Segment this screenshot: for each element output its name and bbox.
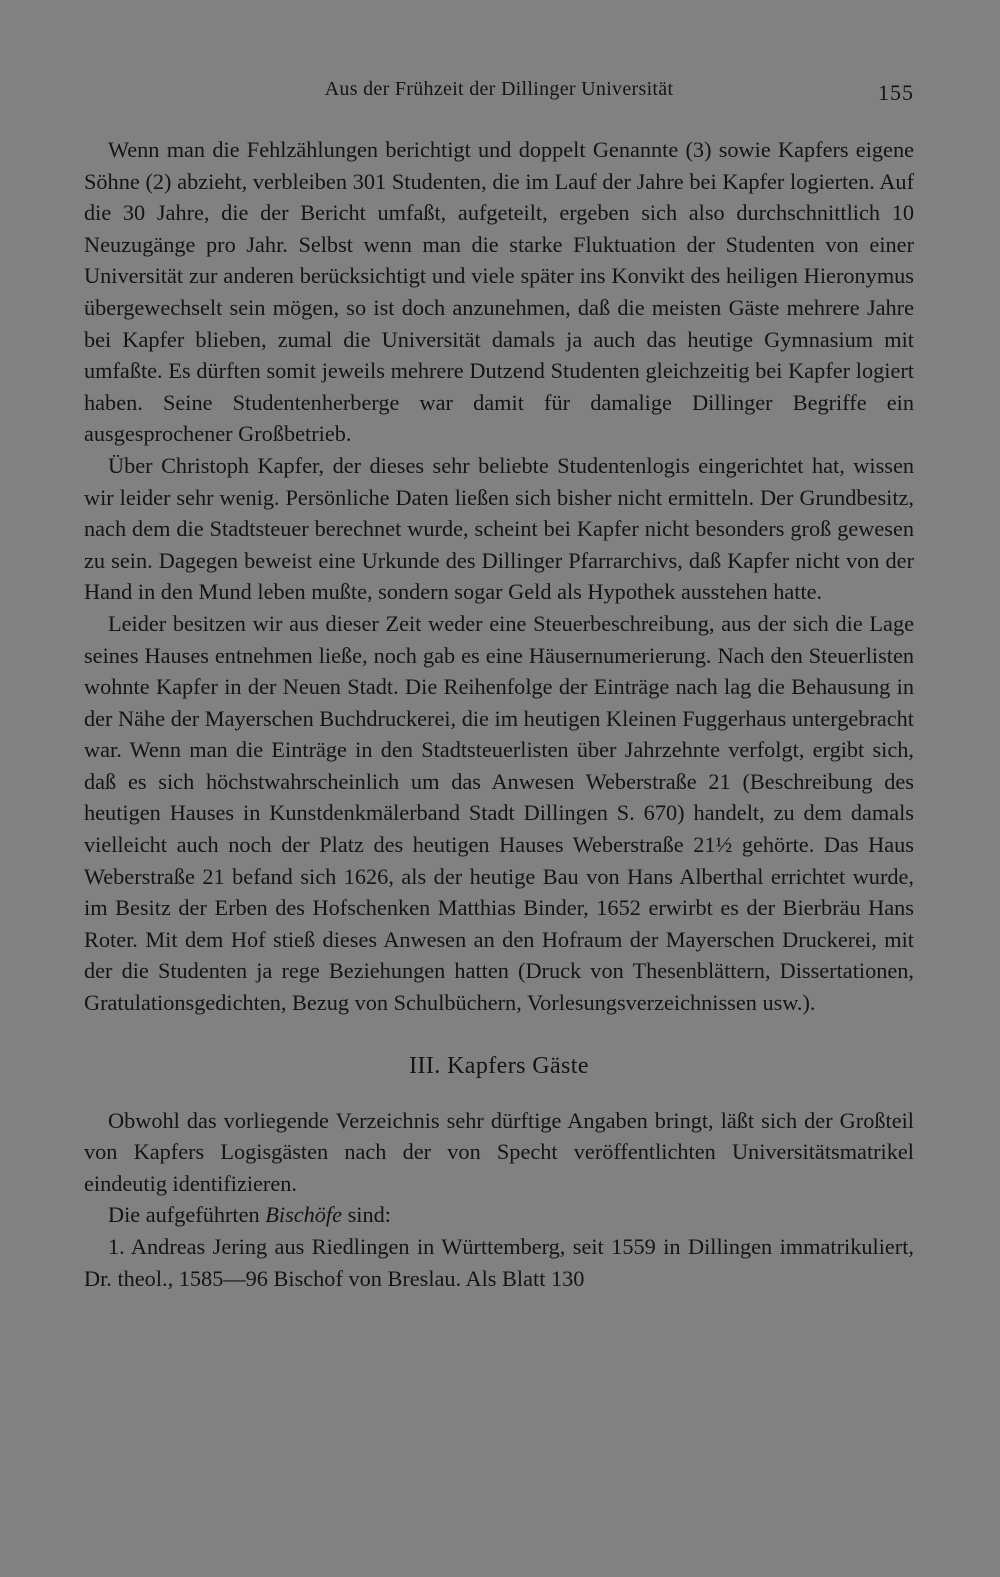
paragraph-christoph-kapfer: Über Christoph Kapfer, der dieses sehr beliebte Studentenlogis eingerichtet hat, wissen wir leider sehr wenig. Persönliche Daten ließen sich bisher nicht ermitteln. Der Grundbesitz, nach dem die Stadtsteuer berechnet wurde, scheint bei Kapfer nicht besonders groß gewesen zu sein. Dagegen beweist eine Urkunde des Dillinger Pfarrarchivs, daß Kapfer nicht von der Hand in den Mund leben mußte, sondern sogar Geld als Hypothek ausstehen hatte. <box>84 452 914 605</box>
bishops-lead-prefix: Die aufgeführten <box>108 1202 266 1228</box>
paragraph-section-intro: Obwohl das vorliegende Verzeichnis sehr dürftige Angaben bringt, läßt sich der Großteil von Kapfers Logisgästen nach der von Specht veröffentlichten Universitätsmatrikel eindeutig identifizieren. <box>84 1107 914 1196</box>
paragraph-list-item-1: 1. Andreas Jering aus Riedlingen in Württemberg, seit 1559 in Dillingen immatrikuliert, Dr. theol., 1585—96 Bischof von Breslau. Als Blatt 130 <box>84 1234 914 1291</box>
page-number: 155 <box>878 80 914 105</box>
paragraph-student-count: Wenn man die Fehlzählungen berichtigt und doppelt Genannte (3) sowie Kapfers eigene Söhne (2) abzieht, verbleiben 301 Studenten, die im Lauf der Jahre bei Kapfer logierten. Auf die 30 Jahre, die der Bericht umfaßt, aufgeteilt, ergeben sich also durchschnittlich 10 Neuzugänge pro Jahr. Selbst wenn man die starke Fluktuation der Studenten von einer Universität zur anderen berücksichtigt und viele später ins Konvikt des heiligen Hieronymus übergewechselt sein mögen, so ist doch anzunehmen, daß die meisten Gäste mehrere Jahre bei Kapfer blieben, zumal die Universität damals ja auch das heutige Gymnasium mit umfaßte. Es dürften somit jeweils mehrere Dutzend Studenten gleichzeitig bei Kapfer logiert haben. Seine Studentenherberge war damit für damalige Dillinger Begriffe ein ausgesprochener Großbetrieb. <box>84 137 914 447</box>
running-head <box>84 78 914 108</box>
section-heading: III. Kapfers Gäste <box>409 1052 589 1079</box>
body-text <box>84 134 914 1294</box>
bishops-lead-italic: Bischöfe <box>265 1202 343 1228</box>
running-title: Aus der Frühzeit der Dillinger Universität <box>324 78 674 100</box>
paragraph-house-location: Leider besitzen wir aus dieser Zeit weder eine Steuerbeschreibung, aus der sich die Lage seines Hauses entnehmen ließe, noch gab es eine Häusernumerierung. Nach den Steuerlisten wohnte Kapfer in der Neuen Stadt. Die Reihenfolge der Einträge nach lag die Behausung in der Nähe der Mayerschen Buchdruckerei, die im heutigen Kleinen Fuggerhaus untergebracht war. Wenn man die Einträge in den Stadtsteuerlisten über Jahrzehnte verfolgt, ergibt sich, daß es sich höchstwahrscheinlich um das Anwesen Weberstraße 21 (Beschreibung des heutigen Hauses in Kunstdenkmälerband Stadt Dillingen S. 670) handelt, zu dem damals vielleicht auch noch der Platz des heutigen Hauses Weberstraße 21½ gehörte. Das Haus Weberstraße 21 befand sich 1626, als der heutige Bau von Hans Alberthal errichtet wurde, im Besitz der Erben des Hofschenken Matthias Binder, 1652 erwirbt es der Bierbräu Hans Roter. Mit dem Hof stieß dieses Anwesen an den Hofraum der Mayerschen Druckerei, mit der die Studenten ja rege Beziehungen hatten (Druck von Thesenblättern, Dissertationen, Gratulationsgedichten, Bezug von Schulbüchern, Vorlesungsverzeichnissen usw.). <box>84 610 914 1016</box>
paragraph-bishops-lead <box>84 1199 914 1231</box>
bishops-lead-suffix: sind: <box>342 1202 391 1228</box>
